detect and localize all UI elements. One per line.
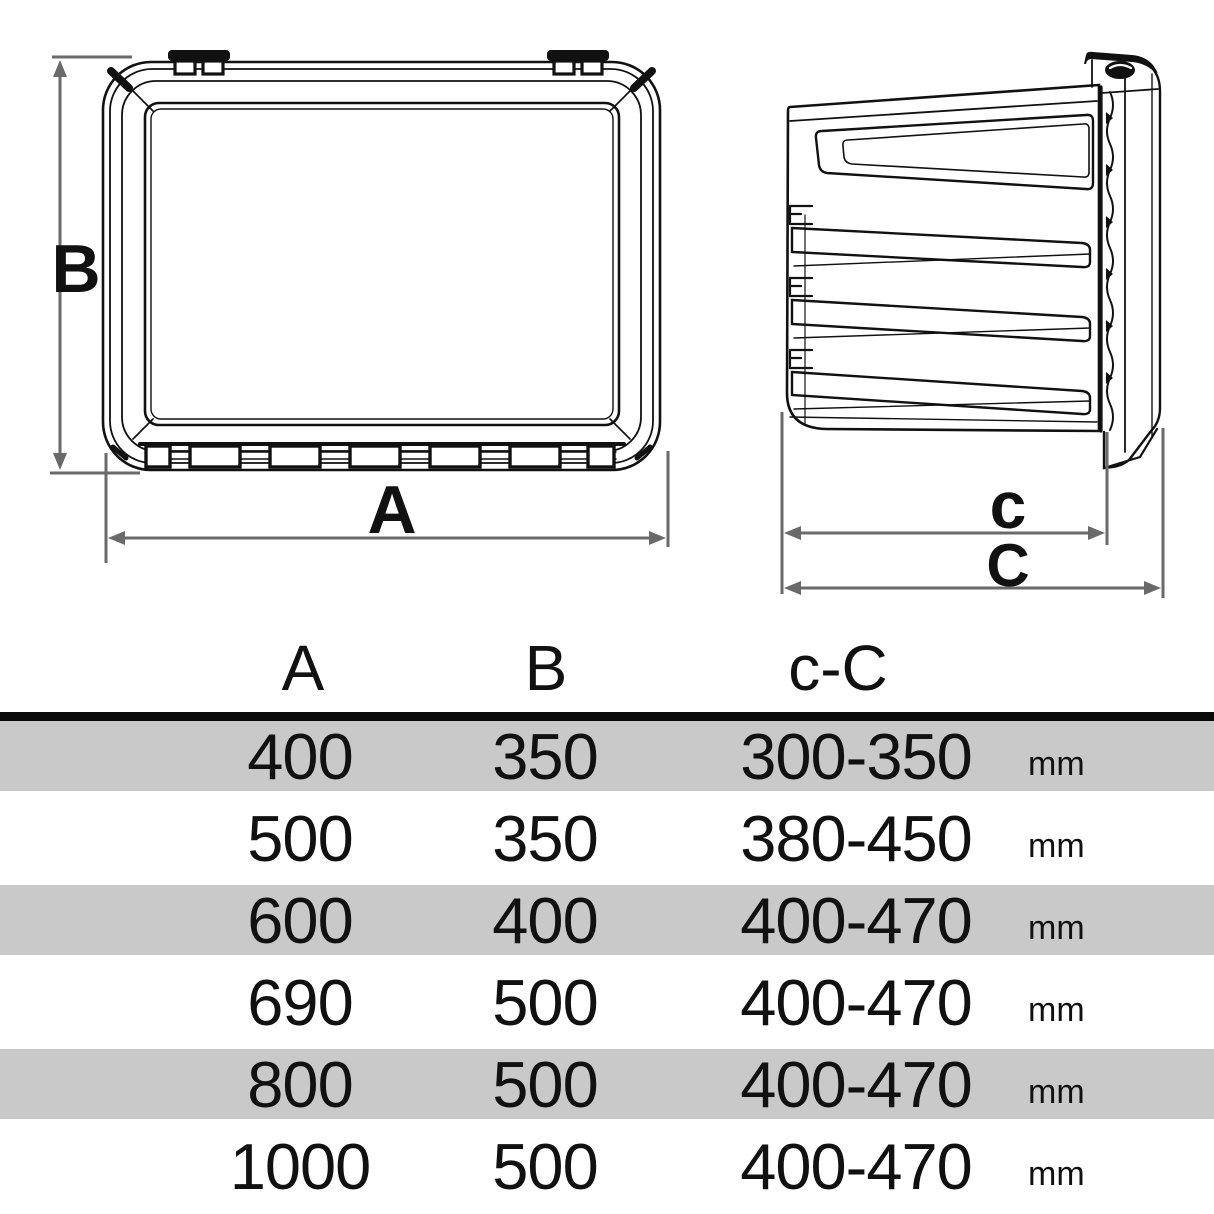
column-header-a: A <box>281 632 325 704</box>
table-row <box>0 721 1214 791</box>
cell-a: 500 <box>247 801 353 875</box>
header-divider-rule <box>0 712 1214 721</box>
cell-unit: mm <box>1028 908 1085 947</box>
table-row <box>0 1049 1214 1119</box>
column-header-b: B <box>524 632 568 704</box>
height-dimension-label: B <box>51 231 101 307</box>
side-view-drawing <box>787 52 1160 468</box>
side-rib-3 <box>792 300 1090 341</box>
cell-unit: mm <box>1028 990 1085 1029</box>
c-arrow-left <box>784 526 801 540</box>
left-notch-1 <box>790 206 812 224</box>
table-header-row <box>0 628 1214 708</box>
cell-a: 600 <box>247 883 353 957</box>
front-outer-shell <box>103 62 660 470</box>
cell-b: 350 <box>492 719 598 793</box>
cell-unit: mm <box>1028 1154 1085 1193</box>
front-view-dimensions <box>50 57 668 563</box>
cell-a: 800 <box>247 1047 353 1121</box>
cell-b: 350 <box>492 801 598 875</box>
cell-b: 500 <box>492 1129 598 1203</box>
table-row <box>0 1131 1214 1201</box>
table-row <box>0 885 1214 955</box>
cell-cc: 400-470 <box>740 1129 972 1203</box>
c-outer-arrow-left <box>784 581 801 595</box>
cell-cc: 400-470 <box>740 965 972 1039</box>
cell-b: 500 <box>492 1047 598 1121</box>
b-arrow-up <box>53 60 67 77</box>
inner-depth-label: c <box>989 468 1027 542</box>
side-rib-2 <box>792 228 1090 267</box>
b-arrow-down <box>53 453 67 470</box>
cell-a: 690 <box>247 965 353 1039</box>
c-arrow-right <box>1088 526 1105 540</box>
c-outer-arrow-right <box>1144 581 1161 595</box>
front-inner-panel <box>145 103 619 425</box>
cell-unit: mm <box>1028 1072 1085 1111</box>
table-row <box>0 967 1214 1037</box>
cell-a: 400 <box>247 719 353 793</box>
cell-unit: mm <box>1028 744 1085 783</box>
cell-unit: mm <box>1028 826 1085 865</box>
outer-depth-label: C <box>986 532 1030 599</box>
column-header-cc: c-C <box>788 632 888 704</box>
cell-b: 500 <box>492 965 598 1039</box>
table-row <box>0 803 1214 873</box>
a-arrow-left <box>108 531 125 545</box>
cell-a: 1000 <box>229 1129 371 1203</box>
lid-hook <box>1084 52 1158 79</box>
side-view-dimensions <box>782 412 1163 598</box>
left-notch-2 <box>790 278 812 296</box>
cell-cc: 380-450 <box>740 801 972 875</box>
width-dimension-label: A <box>367 472 417 548</box>
a-arrow-right <box>649 531 666 545</box>
cell-cc: 300-350 <box>740 719 972 793</box>
front-view-drawing <box>103 50 660 470</box>
side-body-outline <box>787 85 1099 431</box>
hinge-strip <box>140 444 624 467</box>
cell-b: 400 <box>492 883 598 957</box>
cell-cc: 400-470 <box>740 1047 972 1121</box>
corner-mold-lines <box>133 91 630 439</box>
cell-cc: 400-470 <box>740 883 972 957</box>
left-notch-3 <box>790 350 812 368</box>
